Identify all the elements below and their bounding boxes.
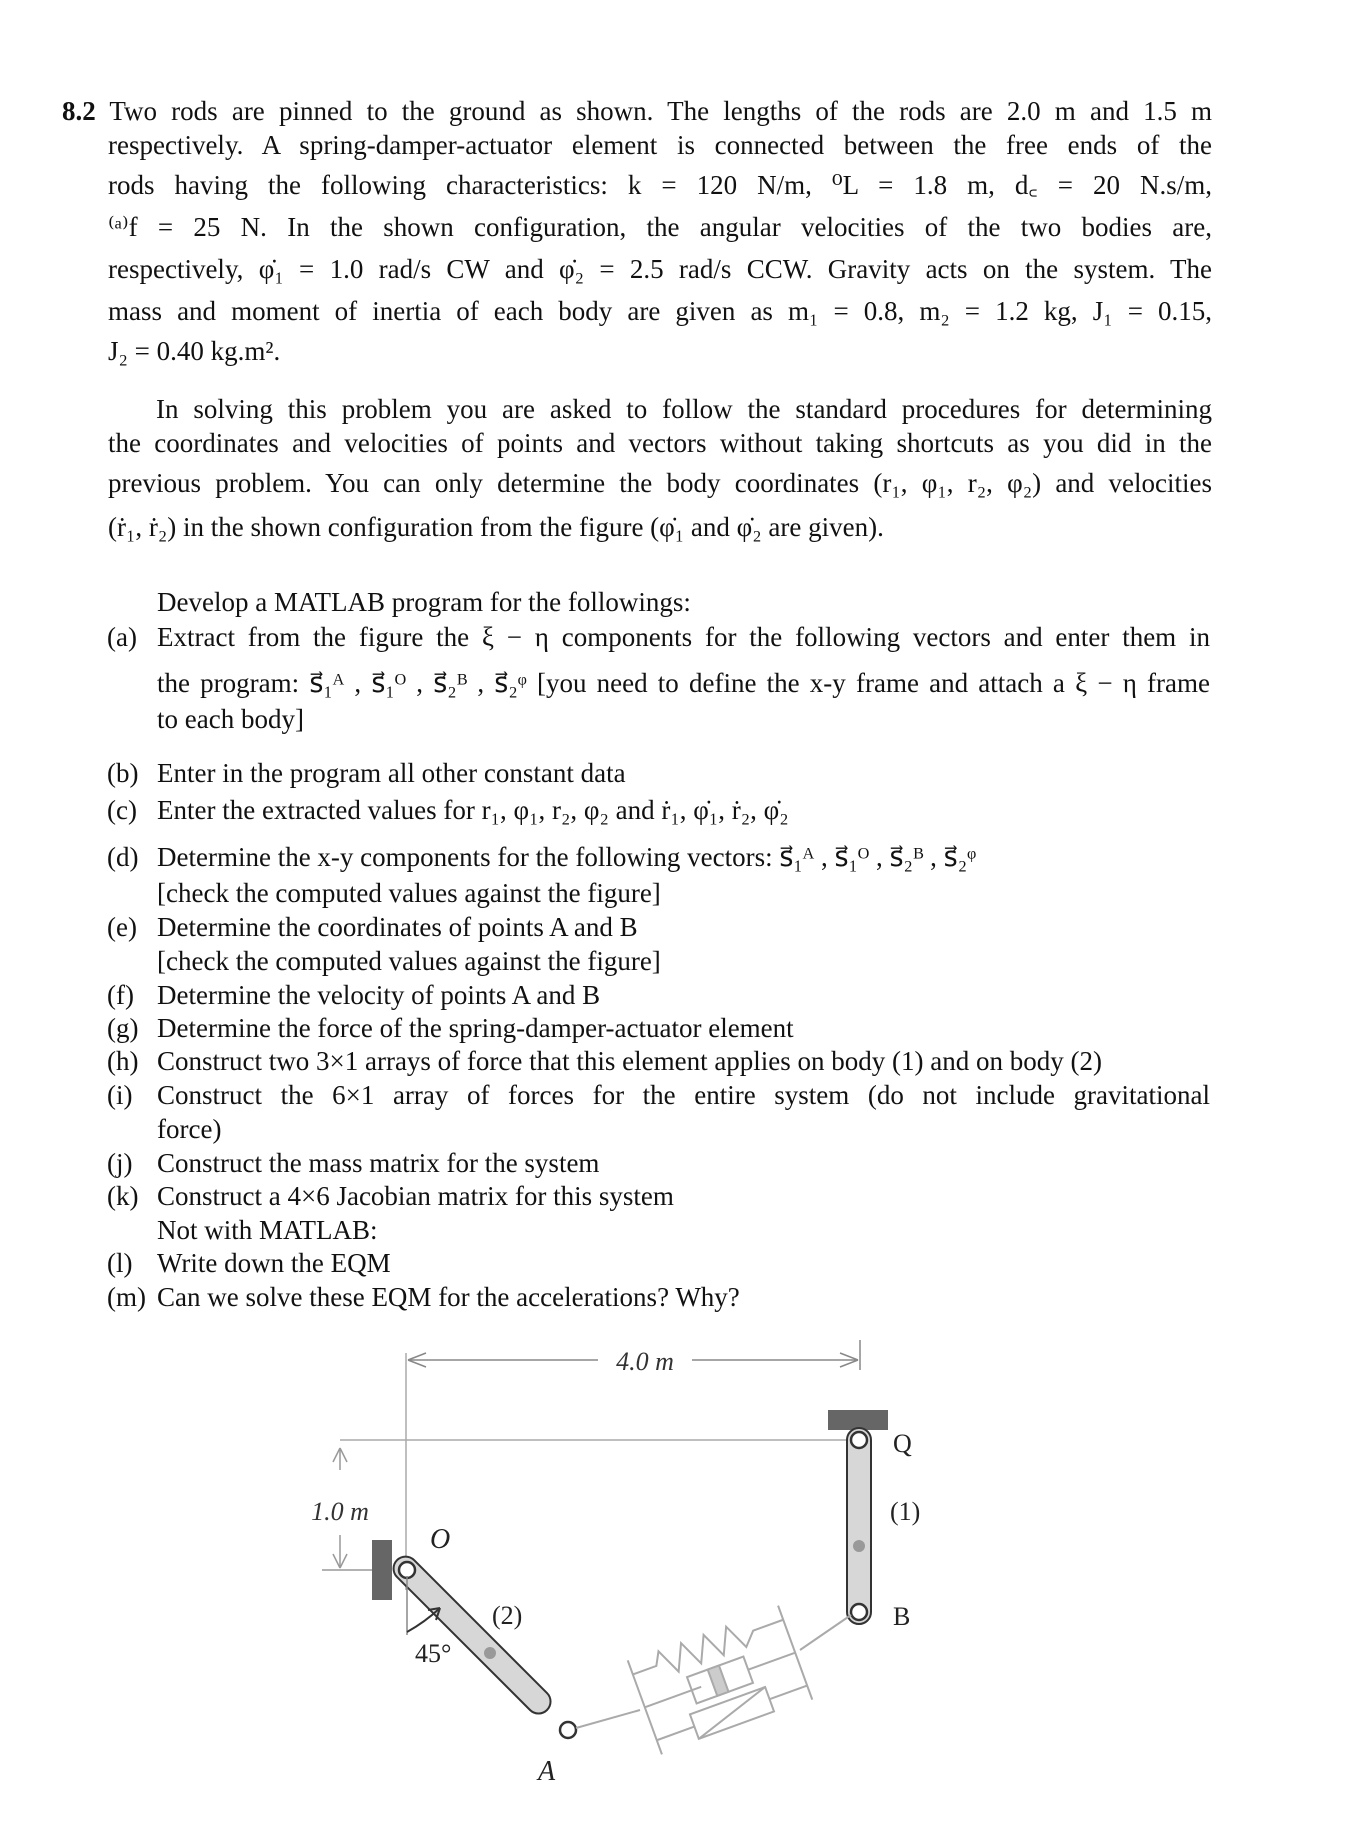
problem-line-3: rods having the following characteristics: k = 120 N/m, ⁰L = 1.8 m, d꜀ = 20 N.s/m, — [108, 170, 1212, 200]
pin-q — [851, 1432, 867, 1448]
problem-number: 8.2 — [62, 96, 96, 126]
task-label: (k) — [107, 1181, 139, 1211]
mechanism-figure — [0, 1340, 1350, 1836]
task-item-c — [107, 793, 1210, 827]
problem-statement-cont — [108, 128, 1212, 368]
instructions-line-1: In solving this problem you are asked to follow the standard procedures for determining — [156, 394, 1212, 424]
problem-line-5: respectively, φ̇₁ = 1.0 rad/s CW and φ̇₂ = 2.5 rad/s CCW. Gravity acts on the system. The — [108, 254, 1212, 284]
task-text: the program: s⃗₁ᴬ , s⃗₁ᴼ , s⃗₂ᴮ , s⃗₂ᵠ [you need to define the x-y frame and attach a ξ − η frame — [157, 668, 1210, 698]
task-item-a — [107, 620, 1210, 736]
angle-label: 45° — [415, 1639, 452, 1668]
task-text: Enter in the program all other constant data — [157, 758, 626, 788]
task-item-h — [107, 1044, 1210, 1078]
task-item-l — [107, 1246, 1210, 1280]
pin-b — [851, 1604, 867, 1620]
task-text: to each body] — [157, 704, 304, 734]
task-label: (d) — [107, 842, 139, 872]
instructions-line-3: previous problem. You can only determine the body coordinates (r₁, φ₁, r₂, φ₂) and velocities — [108, 468, 1212, 498]
body-2-center — [484, 1647, 496, 1659]
task-label: (l) — [107, 1248, 133, 1278]
instructions-line-2: the coordinates and velocities of points and vectors without taking shortcuts as you did in the — [108, 428, 1212, 458]
task-label: (b) — [107, 758, 139, 788]
body-1-rod — [847, 1428, 871, 1624]
sda-damper-piston — [708, 1665, 729, 1695]
task-item-i — [107, 1078, 1210, 1146]
task-text: Construct a 4×6 Jacobian matrix for this system — [157, 1181, 674, 1211]
sda-damper-rod-2 — [748, 1653, 795, 1670]
instructions-line-4: (ṙ₁, ṙ₂) in the shown configuration from the figure (φ̇₁ and φ̇₂ are given). — [108, 512, 884, 542]
angle-arc — [407, 1608, 440, 1632]
task-item-b — [107, 756, 1210, 790]
task-item-g — [107, 1011, 1210, 1045]
task-label: (e) — [107, 912, 137, 942]
problem-text-1: Two rods are pinned to the ground as shown. The lengths of the rods are 2.0 m and 1.5 m — [109, 96, 1212, 126]
dimension-1m-label: 1.0 m — [311, 1497, 369, 1526]
task-label: (a) — [107, 622, 137, 652]
ground-o — [372, 1540, 392, 1600]
task-item-m — [107, 1280, 1210, 1314]
pin-o — [399, 1562, 415, 1578]
ground-q — [828, 1410, 888, 1430]
task-item-k — [107, 1179, 1210, 1247]
task-text: force) — [157, 1114, 222, 1144]
task-text: [check the computed values against the figure] — [157, 878, 661, 908]
sda-spring-icon — [628, 1608, 787, 1687]
task-label: (m) — [107, 1282, 146, 1312]
body-1-center — [853, 1540, 865, 1552]
task-text: [check the computed values against the figure] — [157, 946, 661, 976]
sda-connector-a — [576, 1710, 640, 1728]
sda-actuator-line-left — [657, 1727, 695, 1741]
problem-line-7: J₂ = 0.40 kg.m². — [108, 336, 281, 366]
task-text: Enter the extracted values for r₁, φ₁, r₂, φ₂ and ṙ₁, φ̇₁, ṙ₂, φ̇₂ — [157, 795, 789, 825]
body-1-label: (1) — [890, 1497, 921, 1526]
task-text: Determine the x-y components for the following vectors: s⃗₁ᴬ , s⃗₁ᴼ , s⃗₂ᴮ , s⃗₂ᵠ — [157, 842, 977, 872]
task-item-f — [107, 978, 1210, 1012]
task-text: Construct the 6×1 array of forces for the entire system (do not include gravitational — [157, 1080, 1210, 1110]
task-label: (i) — [107, 1080, 133, 1110]
not-with-matlab-note: Not with MATLAB: — [157, 1215, 378, 1245]
task-text: Determine the force of the spring-damper-actuator element — [157, 1013, 794, 1043]
pin-a — [560, 1722, 576, 1738]
dimension-4m-label: 4.0 m — [616, 1347, 674, 1376]
task-label: (h) — [107, 1046, 139, 1076]
point-a-label: A — [538, 1756, 556, 1787]
task-item-j — [107, 1146, 1210, 1180]
task-label: (c) — [107, 795, 137, 825]
task-text: Determine the velocity of points A and B — [157, 980, 601, 1010]
task-text: Construct two 3×1 arrays of force that this element applies on body (1) and on body (2) — [157, 1046, 1102, 1076]
problem-line-2: respectively. A spring-damper-actuator element is connected between the free ends of the — [108, 130, 1212, 160]
problem-statement — [62, 94, 1212, 128]
task-item-e — [107, 910, 1210, 978]
task-text: Determine the coordinates of points A and B — [157, 912, 638, 942]
point-o-label: O — [430, 1524, 451, 1555]
task-label: (j) — [107, 1148, 133, 1178]
sda-damper-rod — [645, 1687, 701, 1708]
point-q-label: Q — [893, 1429, 912, 1458]
task-text: Construct the mass matrix for the system — [157, 1148, 600, 1178]
point-b-label: B — [893, 1602, 911, 1631]
task-text: Write down the EQM — [157, 1248, 391, 1278]
task-item-d — [107, 840, 1210, 910]
problem-line-4: ⁽ᵃ⁾f = 25 N. In the shown configuration, the angular velocities of the two bodies are, — [108, 212, 1212, 242]
sda-connector-b — [800, 1615, 851, 1650]
sda-actuator-diagonal — [690, 1687, 774, 1739]
body-2-label: (2) — [492, 1601, 523, 1630]
matlab-intro: Develop a MATLAB program for the followings: — [157, 587, 691, 617]
problem-line-6: mass and moment of inertia of each body are given as m₁ = 0.8, m₂ = 1.2 kg, J₁ = 0.15, — [108, 296, 1212, 326]
body-2-rod — [389, 1552, 556, 1719]
body-2-group — [389, 1552, 556, 1719]
task-label: (f) — [107, 980, 134, 1010]
task-text: Can we solve these EQM for the accelerations? Why? — [157, 1282, 740, 1312]
sda-actuator-line-right — [770, 1686, 808, 1700]
task-label: (g) — [107, 1013, 139, 1043]
task-text: Extract from the figure the ξ − η components for the following vectors and enter them in — [157, 622, 1210, 652]
problem-line-1 — [62, 94, 1212, 128]
spring-damper-actuator — [576, 1606, 851, 1755]
instructions-paragraph — [108, 392, 1212, 544]
